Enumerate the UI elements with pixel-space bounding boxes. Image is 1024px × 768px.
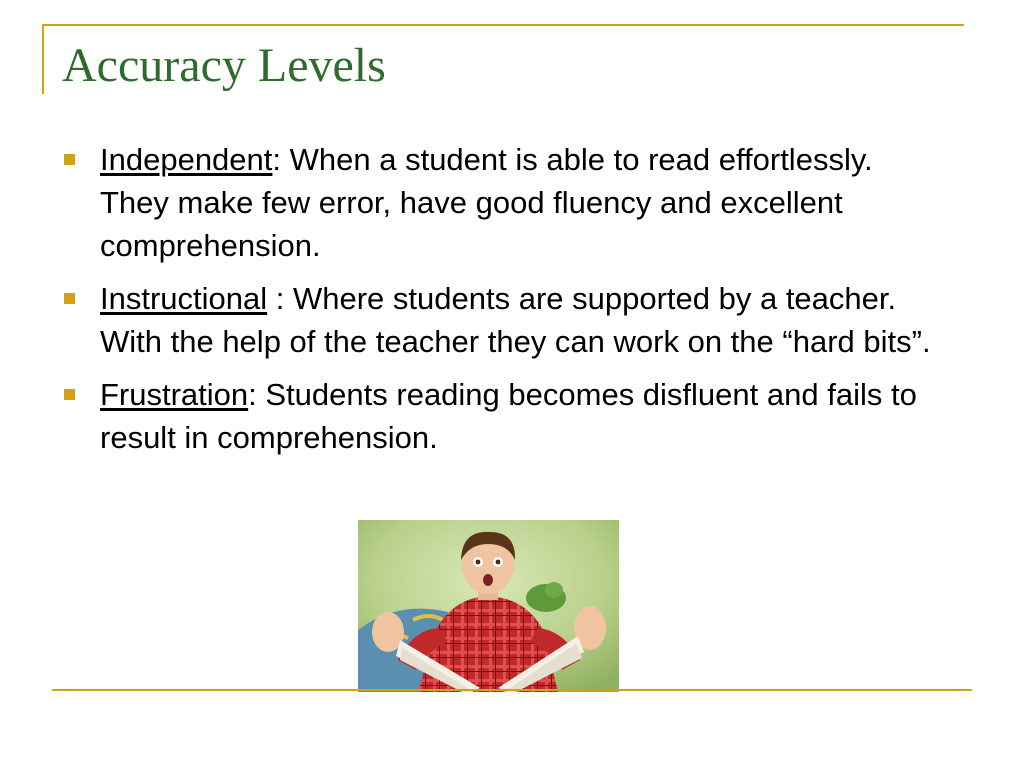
left-border-line	[42, 24, 44, 94]
bullet-term: Instructional	[100, 281, 268, 316]
bullet-term: Frustration	[100, 377, 249, 412]
bullet-square-icon	[64, 154, 75, 165]
bullet-text: : Students reading becomes disfluent and fails to result in comprehension.	[100, 377, 917, 455]
bullet-square-icon	[64, 389, 75, 400]
bullet-independent	[60, 138, 940, 267]
bullet-text: : Where students are supported by a teacher. With the help of the teacher they can work on the “hard bits”.	[100, 281, 931, 359]
bullet-text: : When a student is able to read effortlessly. They make few error, have good fluency and excellent comprehension.	[100, 142, 873, 263]
slide-title: Accuracy Levels	[62, 39, 386, 92]
top-border-line	[42, 24, 964, 26]
bottom-border-line	[52, 689, 972, 691]
bullet-square-icon	[64, 293, 75, 304]
bullet-frustration	[60, 373, 940, 459]
bullet-term: Independent	[100, 142, 273, 177]
bullet-instructional	[60, 277, 940, 363]
surprised-boy-reading-photo	[358, 520, 619, 692]
bullet-list	[60, 138, 940, 469]
